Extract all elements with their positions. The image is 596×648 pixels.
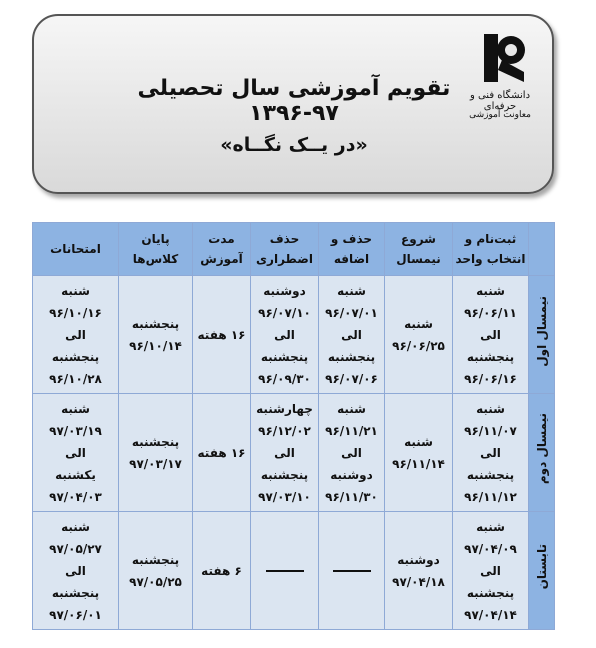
cell-line: الی (274, 327, 295, 342)
cell-line: ۹۷/۰۴/۰۹ (464, 541, 517, 556)
cell-line: ۹۶/۱۰/۱۶ (49, 305, 102, 320)
cell-line: ۹۷/۰۵/۲۵ (129, 574, 182, 589)
cell-line: ۹۶/۱۱/۳۰ (325, 489, 378, 504)
cell-line: الی (341, 327, 362, 342)
header-banner (32, 14, 554, 194)
cell-line: ۹۶/۱۱/۲۱ (325, 423, 378, 438)
semester-label: نیمسال دوم (534, 413, 549, 485)
header-add-drop: حذف و اضافه (319, 223, 385, 276)
cell-line: پنجشنبه (466, 349, 515, 364)
cell-exams (33, 276, 119, 394)
cell-text: ۶ هفته (201, 563, 242, 578)
cell-line: شنبه (476, 401, 505, 416)
cell-line: الی (480, 327, 501, 342)
header-exams: امتحانات (33, 223, 119, 276)
header-semester-start: شروع نیمسال (385, 223, 453, 276)
semester-label: تابستان (534, 544, 549, 590)
empty-dash (266, 570, 304, 572)
cell-emergency-drop (251, 394, 319, 512)
cell-line: الی (341, 445, 362, 460)
cell-line: پنجشنبه (51, 349, 100, 364)
header-corner (529, 223, 555, 276)
cell-line: شنبه (404, 434, 433, 449)
cell-line: شنبه (61, 519, 90, 534)
cell-text: ۱۶ هفته (197, 327, 246, 342)
cell-line: پنجشنبه (131, 552, 180, 567)
cell-start (385, 276, 453, 394)
header-emergency-drop: حذف اضطراری (251, 223, 319, 276)
cell-emergency-drop (251, 276, 319, 394)
cell-line: پنجشنبه (131, 316, 180, 331)
semester-label: نیمسال اول (534, 295, 549, 367)
cell-line: پنجشنبه (260, 349, 309, 364)
cell-line: پنجشنبه (327, 349, 376, 364)
cell-line: ۹۷/۰۵/۲۷ (49, 541, 102, 556)
logo-department-name: معاونت آموزشی (469, 110, 531, 120)
cell-line: ۹۷/۰۳/۱۷ (129, 456, 182, 471)
cell-line: الی (65, 327, 86, 342)
cell-add-drop (319, 276, 385, 394)
cell-start (385, 512, 453, 630)
cell-text: ۱۶ هفته (197, 445, 246, 460)
cell-duration (193, 394, 251, 512)
cell-line: ۹۷/۰۴/۱۴ (464, 607, 517, 622)
cell-line: پنجشنبه (131, 434, 180, 449)
cell-exams (33, 512, 119, 630)
cell-line: شنبه (61, 401, 90, 416)
empty-dash (333, 570, 371, 572)
cell-start (385, 394, 453, 512)
cell-line: ۹۶/۱۱/۱۲ (464, 489, 517, 504)
semester-label-cell (529, 512, 555, 630)
cell-line: الی (480, 445, 501, 460)
academic-calendar-table (32, 222, 555, 630)
page-subtitle: «در یــک نگــاه» (220, 134, 368, 156)
header-duration: مدت آموزش (193, 223, 251, 276)
cell-registration (453, 512, 529, 630)
cell-line: شنبه (337, 283, 366, 298)
cell-line: ۹۶/۱۱/۱۴ (392, 456, 445, 471)
cell-add-drop (319, 394, 385, 512)
header-classes-end: پایان کلاس‌ها (119, 223, 193, 276)
cell-line: پنجشنبه (466, 585, 515, 600)
cell-line: ۹۶/۰۹/۳۰ (258, 371, 311, 386)
header-registration: ثبت‌نام و انتخاب واحد (453, 223, 529, 276)
cell-duration (193, 512, 251, 630)
cell-line: ۹۶/۰۶/۲۵ (392, 338, 445, 353)
semester-label-cell (529, 394, 555, 512)
cell-line: دوشنبه (330, 467, 373, 482)
cell-line: ۹۶/۰۷/۰۱ (325, 305, 378, 320)
cell-line: ۹۶/۱۱/۰۷ (464, 423, 517, 438)
cell-line: پنجشنبه (51, 585, 100, 600)
table-row (33, 276, 555, 394)
cell-line: الی (480, 563, 501, 578)
cell-line: ۹۶/۰۶/۱۱ (464, 305, 517, 320)
cell-line: چهارشنبه (256, 401, 313, 416)
cell-emergency-drop (251, 512, 319, 630)
cell-line: ۹۶/۰۷/۱۰ (258, 305, 311, 320)
cell-line: ۹۷/۰۴/۱۸ (392, 574, 445, 589)
cell-line: یکشنبه (55, 467, 96, 482)
cell-line: پنجشنبه (260, 467, 309, 482)
cell-line: ۹۷/۰۴/۰۳ (49, 489, 102, 504)
cell-classes-end (119, 394, 193, 512)
cell-line: ۹۷/۰۳/۱۰ (258, 489, 311, 504)
cell-line: دوشنبه (263, 283, 306, 298)
cell-line: ۹۶/۱۲/۰۲ (258, 423, 311, 438)
cell-line: ۹۷/۰۶/۰۱ (49, 607, 102, 622)
cell-line: الی (65, 445, 86, 460)
cell-line: دوشنبه (397, 552, 440, 567)
cell-registration (453, 276, 529, 394)
cell-line: شنبه (61, 283, 90, 298)
cell-line: شنبه (404, 316, 433, 331)
cell-line: ۹۶/۱۰/۲۸ (49, 371, 102, 386)
page-title: تقویم آموزشی سال تحصیلی ۹۷-۱۳۹۶ (137, 76, 451, 126)
table-header-row (33, 223, 555, 276)
cell-line: الی (65, 563, 86, 578)
cell-line: الی (274, 445, 295, 460)
semester-label-cell (529, 276, 555, 394)
cell-classes-end (119, 512, 193, 630)
cell-line: ۹۶/۰۷/۰۶ (325, 371, 378, 386)
cell-registration (453, 394, 529, 512)
cell-line: ۹۶/۰۶/۱۶ (464, 371, 517, 386)
cell-line: ۹۷/۰۳/۱۹ (49, 423, 102, 438)
cell-line: شنبه (476, 283, 505, 298)
table-row (33, 512, 555, 630)
cell-line: شنبه (476, 519, 505, 534)
table-row (33, 394, 555, 512)
logo-university-name: دانشگاه فنی و حرفه‌ای (469, 90, 531, 112)
cell-duration (193, 276, 251, 394)
cell-add-drop (319, 512, 385, 630)
cell-line: پنجشنبه (466, 467, 515, 482)
cell-line: ۹۶/۱۰/۱۴ (129, 338, 182, 353)
cell-line: شنبه (337, 401, 366, 416)
cell-exams (33, 394, 119, 512)
cell-classes-end (119, 276, 193, 394)
